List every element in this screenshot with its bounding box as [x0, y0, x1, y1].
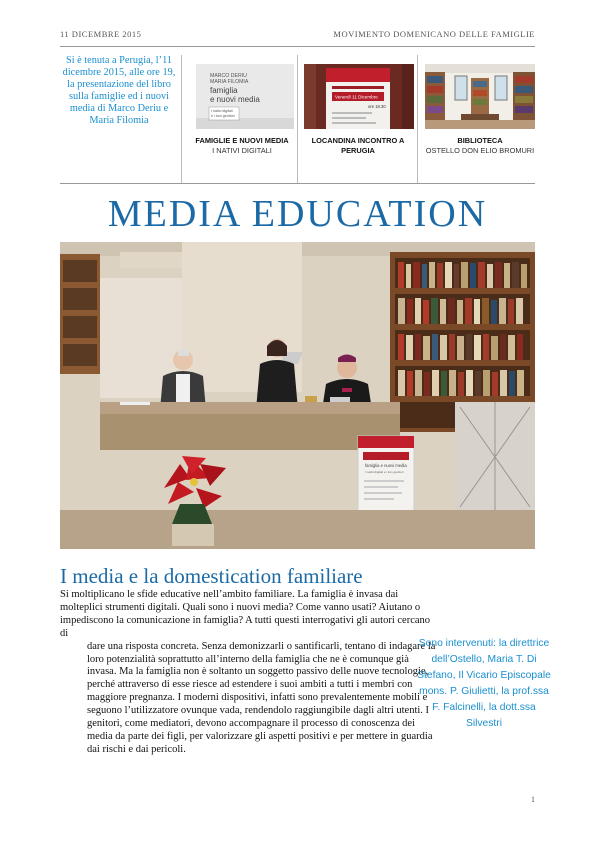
thumbnail-caption-poster	[305, 136, 411, 156]
thumbnail-caption-library	[425, 136, 535, 156]
thumbnail-caption-book	[191, 136, 293, 156]
book-title-line2: e nuovi media	[210, 95, 260, 104]
poster-thumbnail	[304, 64, 414, 129]
caption-subtitle: I NATIVI DIGITALI	[212, 146, 272, 156]
issue-date: 11 DICEMBRE 2015	[60, 29, 142, 39]
column-divider	[417, 55, 418, 183]
intro-text: Si è tenuta a Perugia, l’11 dicembre 2015, alle ore 19, la presentazione del libro sulla famiglie ed i nuovi media di Marco Deriu e Maria Filomia	[62, 55, 176, 127]
book-authors-line1: MARCO DERIU	[210, 73, 247, 79]
speakers-sidebar: Sono intervenuti: la direttrice dell’Ostello, Maria T. Di Stefano, Il Vicario Episcopale mons. P. Giulietti, la prof.ssa F. Falcinelli, la dott.ssa Silvestri	[417, 638, 551, 729]
library-thumbnail	[425, 64, 535, 129]
caption-title: FAMIGLIE E NUOVI MEDIA	[195, 136, 289, 145]
caption-subtitle: OSTELLO DON ELIO BROMURI	[425, 146, 535, 156]
library-image	[425, 64, 535, 129]
banner-title: famiglia e nuovi media	[365, 463, 407, 468]
column-divider	[181, 55, 182, 183]
caption-title: BIBLIOTECA	[457, 136, 503, 145]
masthead-title: MEDIA EDUCATION	[107, 193, 488, 235]
article-headline: I media e la domestication familiare	[60, 564, 363, 588]
event-photo	[60, 242, 535, 549]
svg-text:I nativi digitali: I nativi digitali	[211, 109, 233, 113]
svg-text:e i loro genitori: e i loro genitori	[211, 114, 235, 118]
header-rule	[60, 46, 535, 47]
caption-title: LOCANDINA INCONTRO A PERUGIA	[311, 136, 405, 156]
book-cover-image	[196, 64, 294, 129]
article-body	[60, 589, 440, 757]
book-cover-thumbnail	[196, 64, 294, 129]
organization-name: MOVIMENTO DOMENICANO DELLE FAMIGLIE	[333, 29, 535, 39]
section-rule	[60, 183, 535, 184]
article-paragraph: dare una risposta concreta. Senza demonizzarli o santificarli, tentano di indagare la loro potenzialità soprattutto all’interno della famiglia che ne è comunque già invasa. Ma la famiglia non è soltanto un soggetto passivo delle nuove tecnologie, perché attraverso di esse riesce ad estendere i suoi ambiti a tutti i membri con maggiore pregnanza. I moderni dispositivi, infatti sono prevalentemente mobili e seguono l’utilizzatore ovunque vada, rendendolo raggiungibile dagli altri utenti. I genitori, come mediatori, devono accompagnare il processo di conoscenza dei media da parte dei figli, per valorizzare gli aspetti positivi e per mettere in guardia dai rischi e dai pericoli.	[87, 640, 436, 755]
book-title-line1: famiglia	[210, 86, 238, 95]
poster-image	[304, 64, 414, 129]
column-divider	[297, 55, 298, 183]
page-number: 1	[531, 795, 535, 804]
article-paragraph: Si moltiplicano le sfide educative nell’ambito familiare. La famiglia è invasa dai molteplici strumenti digitali. Quali sono i nuovi media? Come vanno usati? Aiutano o impediscono la comunicazione in famiglia? A tutti questi interrogativi gli autori cercano di	[60, 589, 431, 639]
svg-text:Venerdì 11 Dicembre: Venerdì 11 Dicembre	[335, 94, 378, 100]
event-photo-image	[60, 242, 535, 549]
banner-subtitle: I nativi digitali e i loro genitori	[365, 470, 404, 474]
svg-text:ore 18.30: ore 18.30	[368, 104, 386, 109]
book-authors-line2: MARIA FILOMIA	[210, 79, 249, 85]
